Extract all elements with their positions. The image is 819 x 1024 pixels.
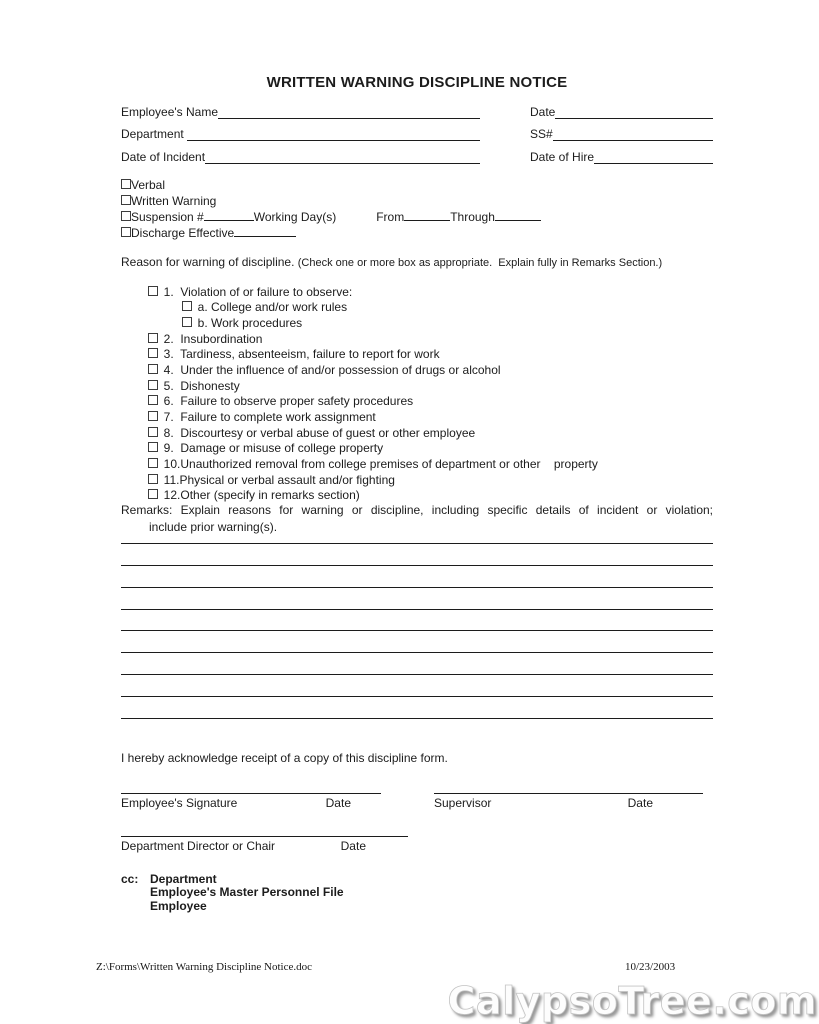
reason-item-label: 6. Failure to observe proper safety procedures: [163, 394, 414, 409]
remarks-writing-area: [121, 536, 713, 718]
field-label: Date: [530, 104, 556, 119]
checkbox-icon[interactable]: [148, 474, 158, 484]
checkbox-icon[interactable]: [148, 348, 158, 358]
reason-item-label: 8. Discourtesy or verbal abuse of guest or other employee: [163, 425, 476, 440]
reason-checkbox-list: [121, 271, 713, 503]
checkbox-icon[interactable]: [121, 211, 131, 221]
employee-signature-label: Employee's Signature: [121, 795, 238, 810]
header-field-right: [530, 105, 713, 119]
checkbox-icon[interactable]: [148, 458, 158, 468]
checkbox-icon[interactable]: [148, 442, 158, 452]
checkbox-icon[interactable]: [148, 427, 158, 437]
checkbox-icon[interactable]: [148, 489, 158, 499]
supervisor-label: Supervisor: [434, 795, 492, 810]
checkbox-icon[interactable]: [182, 317, 192, 327]
header-field-left: [121, 105, 480, 119]
employee-signature-labels: [121, 796, 381, 810]
remarks-line-2: include prior warning(s).: [149, 520, 278, 535]
header-field-row: [121, 96, 713, 119]
checkbox-icon[interactable]: [148, 380, 158, 390]
checkbox-icon[interactable]: [121, 179, 131, 189]
reason-heading-note: (Check one or more box as appropriate. Explain fully in Remarks Section.): [297, 256, 663, 269]
checkbox-icon[interactable]: [148, 411, 158, 421]
remarks-writing-line[interactable]: [121, 544, 713, 566]
verbal-label: Verbal: [131, 177, 166, 192]
remarks-writing-line[interactable]: [121, 697, 713, 719]
working-days-label: Working Day(s): [253, 209, 337, 224]
cc-block: [121, 873, 713, 914]
supervisor-signature-block: [434, 793, 703, 810]
written-warning-label: Written Warning: [131, 193, 217, 208]
field-blank-line[interactable]: [553, 138, 713, 141]
remarks-writing-line[interactable]: [121, 566, 713, 588]
checkbox-icon[interactable]: [121, 227, 131, 237]
director-date-label: Date: [340, 838, 366, 853]
footer-file-path: Z:\Forms\Written Warning Discipline Notice.doc: [96, 961, 312, 973]
field-blank-line[interactable]: [187, 138, 480, 141]
cc-item: Department: [150, 871, 217, 886]
reason-item-label: b. Work procedures: [197, 315, 303, 330]
reason-item-label: 12.Other (specify in remarks section): [163, 488, 360, 503]
through-label: Through: [450, 209, 495, 224]
remarks-writing-line[interactable]: [121, 653, 713, 675]
reason-item-label: 5. Dishonesty: [163, 378, 240, 393]
remarks-writing-line[interactable]: [121, 675, 713, 697]
reason-item-label: 9. Damage or misuse of college property: [163, 441, 384, 456]
director-label: Department Director or Chair: [121, 838, 276, 853]
field-label: Department: [121, 127, 188, 141]
checkbox-icon[interactable]: [148, 395, 158, 405]
reason-item-label: a. College and/or work rules: [197, 300, 348, 315]
reason-checkbox-item: [121, 271, 713, 299]
remarks-writing-line[interactable]: [121, 536, 713, 544]
field-blank-line[interactable]: [555, 116, 713, 119]
signature-row-1: [121, 793, 713, 810]
remarks-writing-line[interactable]: [121, 631, 713, 653]
through-date-blank[interactable]: [495, 210, 541, 221]
remarks-writing-line[interactable]: [121, 610, 713, 632]
remarks-writing-line[interactable]: [121, 588, 713, 610]
field-label: Employee's Name: [121, 104, 218, 119]
employee-signature-line[interactable]: [121, 793, 381, 794]
suspension-checkbox-row: [121, 209, 713, 225]
remarks-instructions: [121, 502, 713, 536]
cc-items: [150, 873, 344, 914]
supervisor-date-label: Date: [627, 795, 653, 810]
suspension-label: Suspension #: [131, 209, 204, 224]
verbal-checkbox-row: [121, 177, 713, 193]
supervisor-signature-labels: [434, 796, 703, 810]
reason-item-label: 1. Violation of or failure to observe:: [163, 284, 353, 299]
checkbox-icon[interactable]: [148, 286, 158, 296]
footer-date: 10/23/2003: [625, 961, 676, 973]
field-blank-line[interactable]: [594, 161, 713, 164]
discharge-date-blank[interactable]: [234, 226, 296, 237]
remarks-line-1: Remarks: Explain reasons for warning or discipline, including specific details of incident or violation;: [121, 503, 713, 518]
checkbox-icon[interactable]: [148, 364, 158, 374]
field-blank-line[interactable]: [205, 161, 480, 164]
acknowledgement-text: I hereby acknowledge receipt of a copy of this discipline form.: [121, 750, 448, 765]
reason-item-label: 4. Under the influence of and/or possession of drugs or alcohol: [163, 362, 501, 377]
director-signature-labels: [121, 839, 408, 853]
reason-heading-text: Reason for warning of discipline.: [121, 254, 298, 269]
written-warning-checkbox-row: [121, 193, 713, 209]
form-content: [121, 0, 713, 913]
cc-item: Employee's Master Personnel File: [150, 885, 344, 899]
cc-label: cc:: [121, 871, 139, 886]
header-field-row: [121, 119, 713, 142]
discharge-label: Discharge Effective: [131, 225, 235, 240]
cc-item: Employee: [150, 898, 207, 913]
employee-signature-block: [121, 793, 381, 810]
page-title: WRITTEN WARNING DISCIPLINE NOTICE: [266, 74, 568, 91]
checkbox-icon[interactable]: [182, 301, 192, 311]
employee-date-label: Date: [325, 795, 351, 810]
reason-item-label: 2. Insubordination: [163, 331, 263, 346]
field-label: Date of Hire: [530, 149, 595, 164]
checkbox-icon[interactable]: [148, 333, 158, 343]
reason-section-heading: [121, 255, 713, 269]
header-field-left: [121, 150, 480, 164]
watermark-text: CalypsoTree.com: [447, 979, 817, 1023]
header-field-left: [121, 127, 480, 141]
header-field-right: [530, 150, 713, 164]
reason-item-label: 3. Tardiness, absenteeism, failure to report for work: [163, 347, 440, 362]
reason-item-label: 7. Failure to complete work assignment: [163, 410, 376, 424]
from-date-blank[interactable]: [404, 210, 450, 221]
supervisor-signature-line[interactable]: [434, 793, 703, 794]
header-fields: [121, 96, 713, 164]
reason-item-label: 10.Unauthorized removal from college premises of department or other property: [163, 457, 598, 472]
field-blank-line[interactable]: [218, 116, 480, 119]
field-label: Date of Incident: [121, 149, 206, 164]
director-signature-line[interactable]: [121, 836, 408, 837]
checkbox-icon[interactable]: [121, 195, 131, 205]
header-field-right: [530, 127, 713, 141]
field-label: SS#: [530, 127, 553, 141]
reason-item-label: 11.Physical or verbal assault and/or fighting: [163, 472, 395, 487]
discharge-checkbox-row: [121, 225, 713, 241]
suspension-number-blank[interactable]: [204, 210, 254, 221]
director-signature-block: [121, 836, 408, 853]
action-checkbox-group: [121, 177, 713, 241]
header-field-row: [121, 141, 713, 164]
from-label: From: [376, 209, 405, 224]
